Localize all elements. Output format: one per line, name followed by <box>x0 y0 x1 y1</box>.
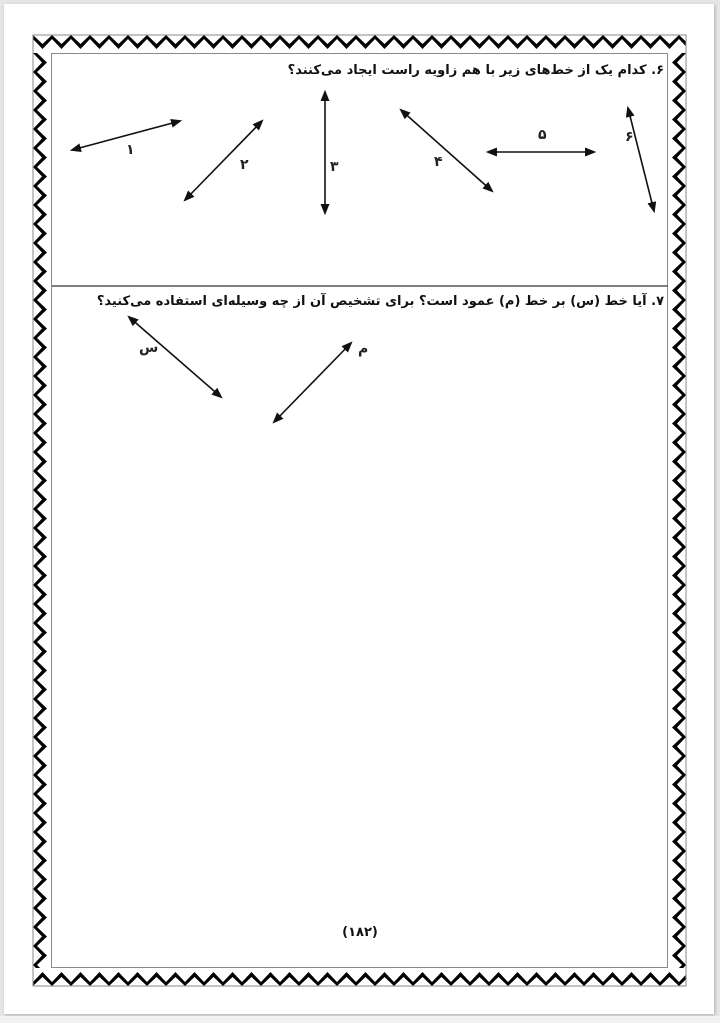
question6-lines <box>72 92 654 213</box>
line-label-m: م <box>358 341 369 357</box>
line-6 <box>628 108 654 211</box>
line-label-s: س <box>139 340 159 356</box>
line-label-5: ۵ <box>538 127 547 143</box>
line-m <box>274 343 351 422</box>
question7-text: ۷. آیا خط (س) بر خط (م) عمود است؟ برای تشخیص آن از چه وسیله‌ای استفاده می‌کنید؟ <box>96 294 664 309</box>
line-label-4: ۴ <box>434 154 443 170</box>
line-label-6: ۶ <box>625 129 634 145</box>
line-label-1: ۱ <box>126 142 135 158</box>
line-2 <box>185 121 262 200</box>
line-label-2: ۲ <box>240 157 249 173</box>
question6-text: ۶. کدام یک از خط‌های زیر با هم زاویه راست ایجاد می‌کنند؟ <box>287 63 664 78</box>
page-number: (۱۸۲) <box>342 925 378 940</box>
line-4 <box>401 110 492 191</box>
line-label-3: ۳ <box>330 159 339 175</box>
question7-lines <box>129 317 351 422</box>
line-s <box>129 317 221 397</box>
